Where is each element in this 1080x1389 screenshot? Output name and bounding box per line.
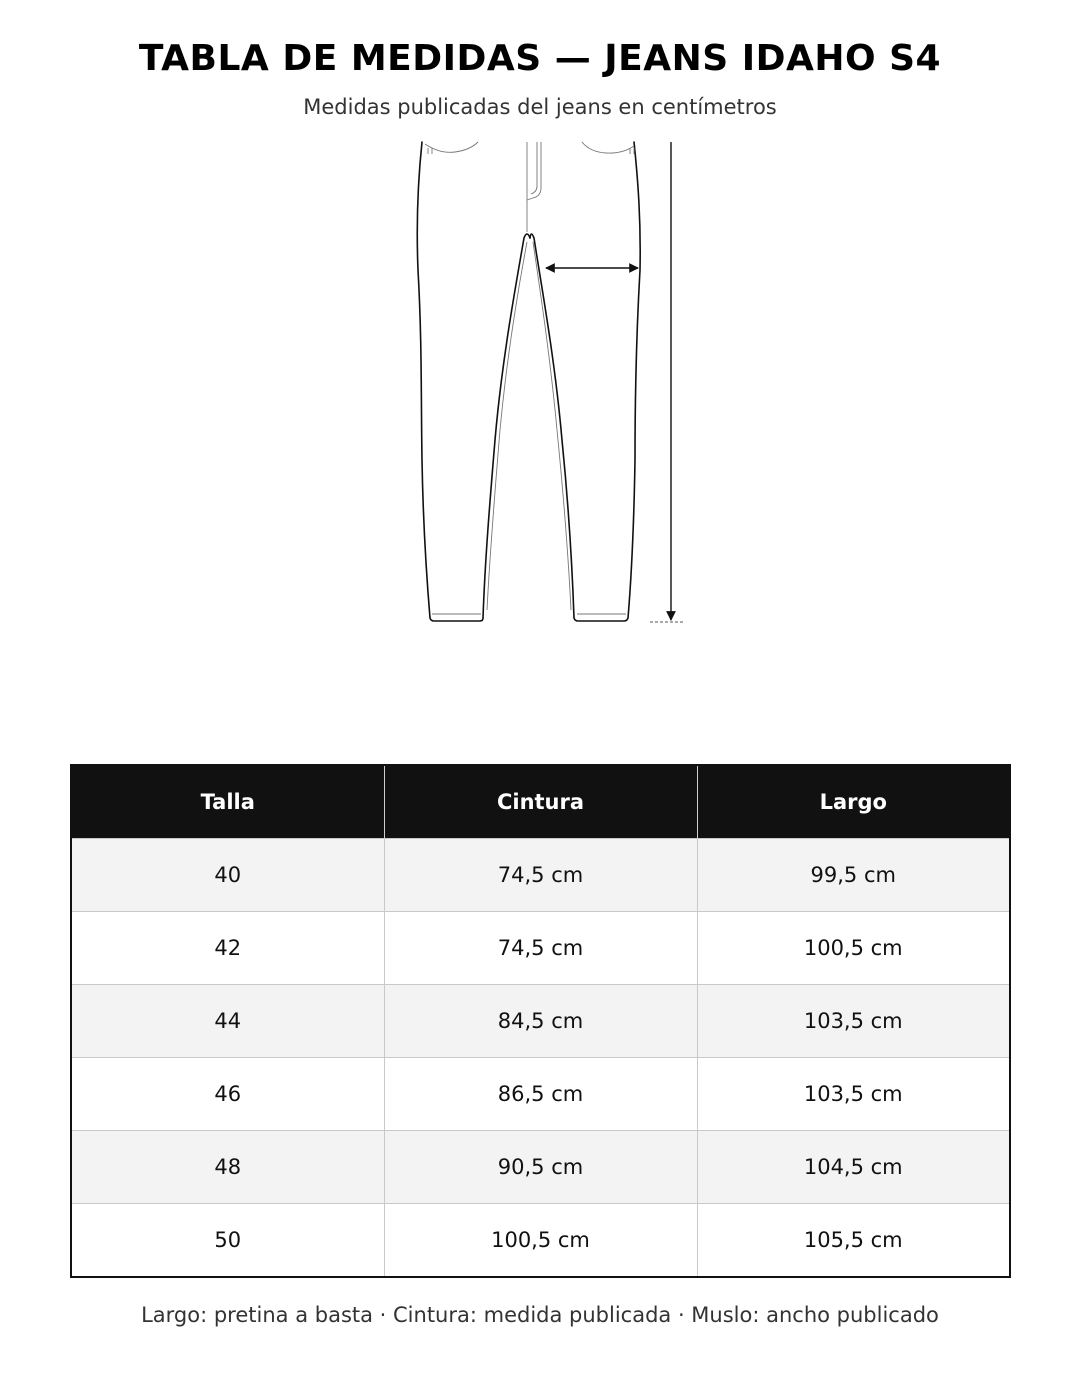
cell-cintura: 74,5 cm [384, 912, 697, 985]
cell-talla: 48 [71, 1131, 384, 1204]
cell-cintura: 86,5 cm [384, 1058, 697, 1131]
cell-cintura: 100,5 cm [384, 1204, 697, 1278]
table-row [71, 839, 1010, 912]
page-subtitle: Medidas publicadas del jeans en centímetros [303, 95, 777, 119]
table-row [71, 1204, 1010, 1278]
cell-largo: 105,5 cm [697, 1204, 1010, 1278]
cell-largo: 104,5 cm [697, 1131, 1010, 1204]
right-leg-outline [530, 142, 640, 621]
left-leg-outline [417, 142, 530, 621]
footnote: Largo: pretina a basta · Cintura: medida publicada · Muslo: ancho publicado [141, 1303, 939, 1327]
cell-talla: 46 [71, 1058, 384, 1131]
table-row [71, 1131, 1010, 1204]
table-row [71, 985, 1010, 1058]
cell-talla: 44 [71, 985, 384, 1058]
cell-cintura: 84,5 cm [384, 985, 697, 1058]
table-row [71, 1058, 1010, 1131]
cell-talla: 50 [71, 1204, 384, 1278]
jeans-drawing-icon [250, 140, 830, 710]
table-row [71, 912, 1010, 985]
cell-cintura: 90,5 cm [384, 1131, 697, 1204]
jeans-illustration [250, 140, 830, 710]
page-title: TABLA DE MEDIDAS — JEANS IDAHO S4 [138, 38, 942, 79]
cell-largo: 103,5 cm [697, 985, 1010, 1058]
column-header-cintura: Cintura [384, 765, 697, 839]
cell-largo: 103,5 cm [697, 1058, 1010, 1131]
column-header-talla: Talla [71, 765, 384, 839]
cell-talla: 42 [71, 912, 384, 985]
cell-largo: 99,5 cm [697, 839, 1010, 912]
column-header-largo: Largo [697, 765, 1010, 839]
size-table [70, 764, 1011, 1278]
cell-largo: 100,5 cm [697, 912, 1010, 985]
cell-cintura: 74,5 cm [384, 839, 697, 912]
table-header-row [71, 765, 1010, 839]
cell-talla: 40 [71, 839, 384, 912]
